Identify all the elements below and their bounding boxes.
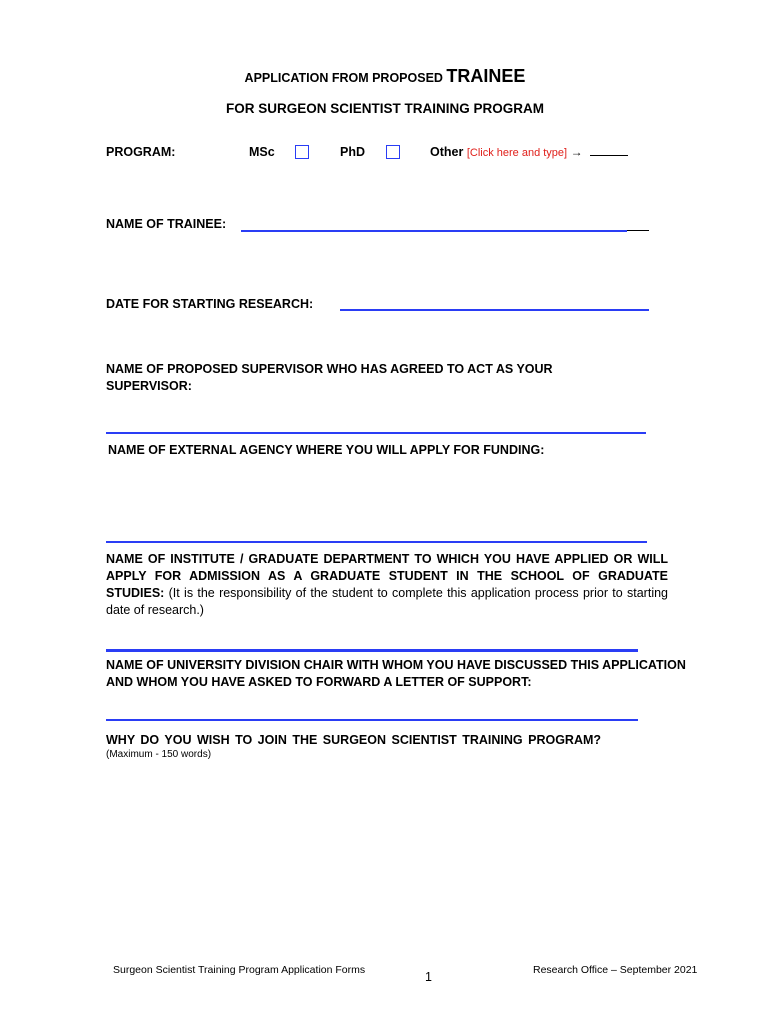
- start-date-label: DATE FOR STARTING RESEARCH:: [106, 297, 314, 311]
- institute-label: [106, 551, 668, 619]
- agency-label: NAME OF EXTERNAL AGENCY WHERE YOU WILL APPLY FOR FUNDING:: [108, 443, 545, 457]
- why-join-note: (Maximum - 150 words): [106, 749, 212, 760]
- page-title: [0, 66, 770, 87]
- supervisor-label: NAME OF PROPOSED SUPERVISOR WHO HAS AGREED TO ACT AS YOUR SUPERVISOR:: [106, 362, 553, 393]
- why-join-label: WHY DO YOU WISH TO JOIN THE SURGEON SCIENTIST TRAINING PROGRAM?: [106, 733, 602, 747]
- trainee-name-field[interactable]: [241, 230, 627, 232]
- trainee-name-field-end: [627, 230, 649, 231]
- msc-checkbox[interactable]: [295, 145, 309, 159]
- footer-right: Research Office – September 2021: [533, 964, 698, 976]
- other-option: [430, 145, 628, 159]
- other-label: Other: [430, 145, 464, 159]
- msc-label: MSc: [249, 145, 275, 159]
- division-chair-field[interactable]: [106, 719, 638, 721]
- institute-label-note: (It is the responsibility of the student to complete this application process prior to starting date of research.): [106, 586, 668, 617]
- footer-left: Surgeon Scientist Training Program Application Forms: [113, 964, 366, 976]
- title-prefix: APPLICATION FROM PROPOSED: [244, 71, 443, 85]
- phd-checkbox[interactable]: [386, 145, 400, 159]
- page-number: 1: [425, 970, 432, 984]
- division-chair-label: NAME OF UNIVERSITY DIVISION CHAIR WITH WHOM YOU HAVE DISCUSSED THIS APPLICATION AND WHOM YOU HAVE ASKED TO FORWARD A LETTER OF SUPPORT:: [106, 658, 686, 689]
- trainee-name-label: NAME OF TRAINEE:: [106, 217, 227, 231]
- page-subtitle: FOR SURGEON SCIENTIST TRAINING PROGRAM: [225, 101, 544, 116]
- why-join-answer-area[interactable]: [106, 768, 666, 948]
- right-arrow-icon: →: [570, 145, 583, 159]
- title-emphasis: TRAINEE: [446, 66, 526, 86]
- supervisor-field[interactable]: [106, 432, 646, 434]
- institute-field[interactable]: [106, 649, 638, 652]
- other-type-field[interactable]: [Click here and type]: [466, 147, 568, 159]
- program-label: PROGRAM:: [106, 145, 176, 159]
- institute-label-main: NAME OF INSTITUTE / GRADUATE DEPARTMENT TO WHICH YOU HAVE APPLIED OR WILL APPLY FOR ADMISSION AS A GRADUATE STUDENT IN THE SCHOOL OF GRADUATE STUDIES:: [106, 552, 668, 600]
- start-date-field[interactable]: [340, 309, 649, 311]
- other-blank-line[interactable]: [590, 145, 628, 156]
- phd-label: PhD: [340, 145, 365, 159]
- agency-field[interactable]: [106, 541, 647, 543]
